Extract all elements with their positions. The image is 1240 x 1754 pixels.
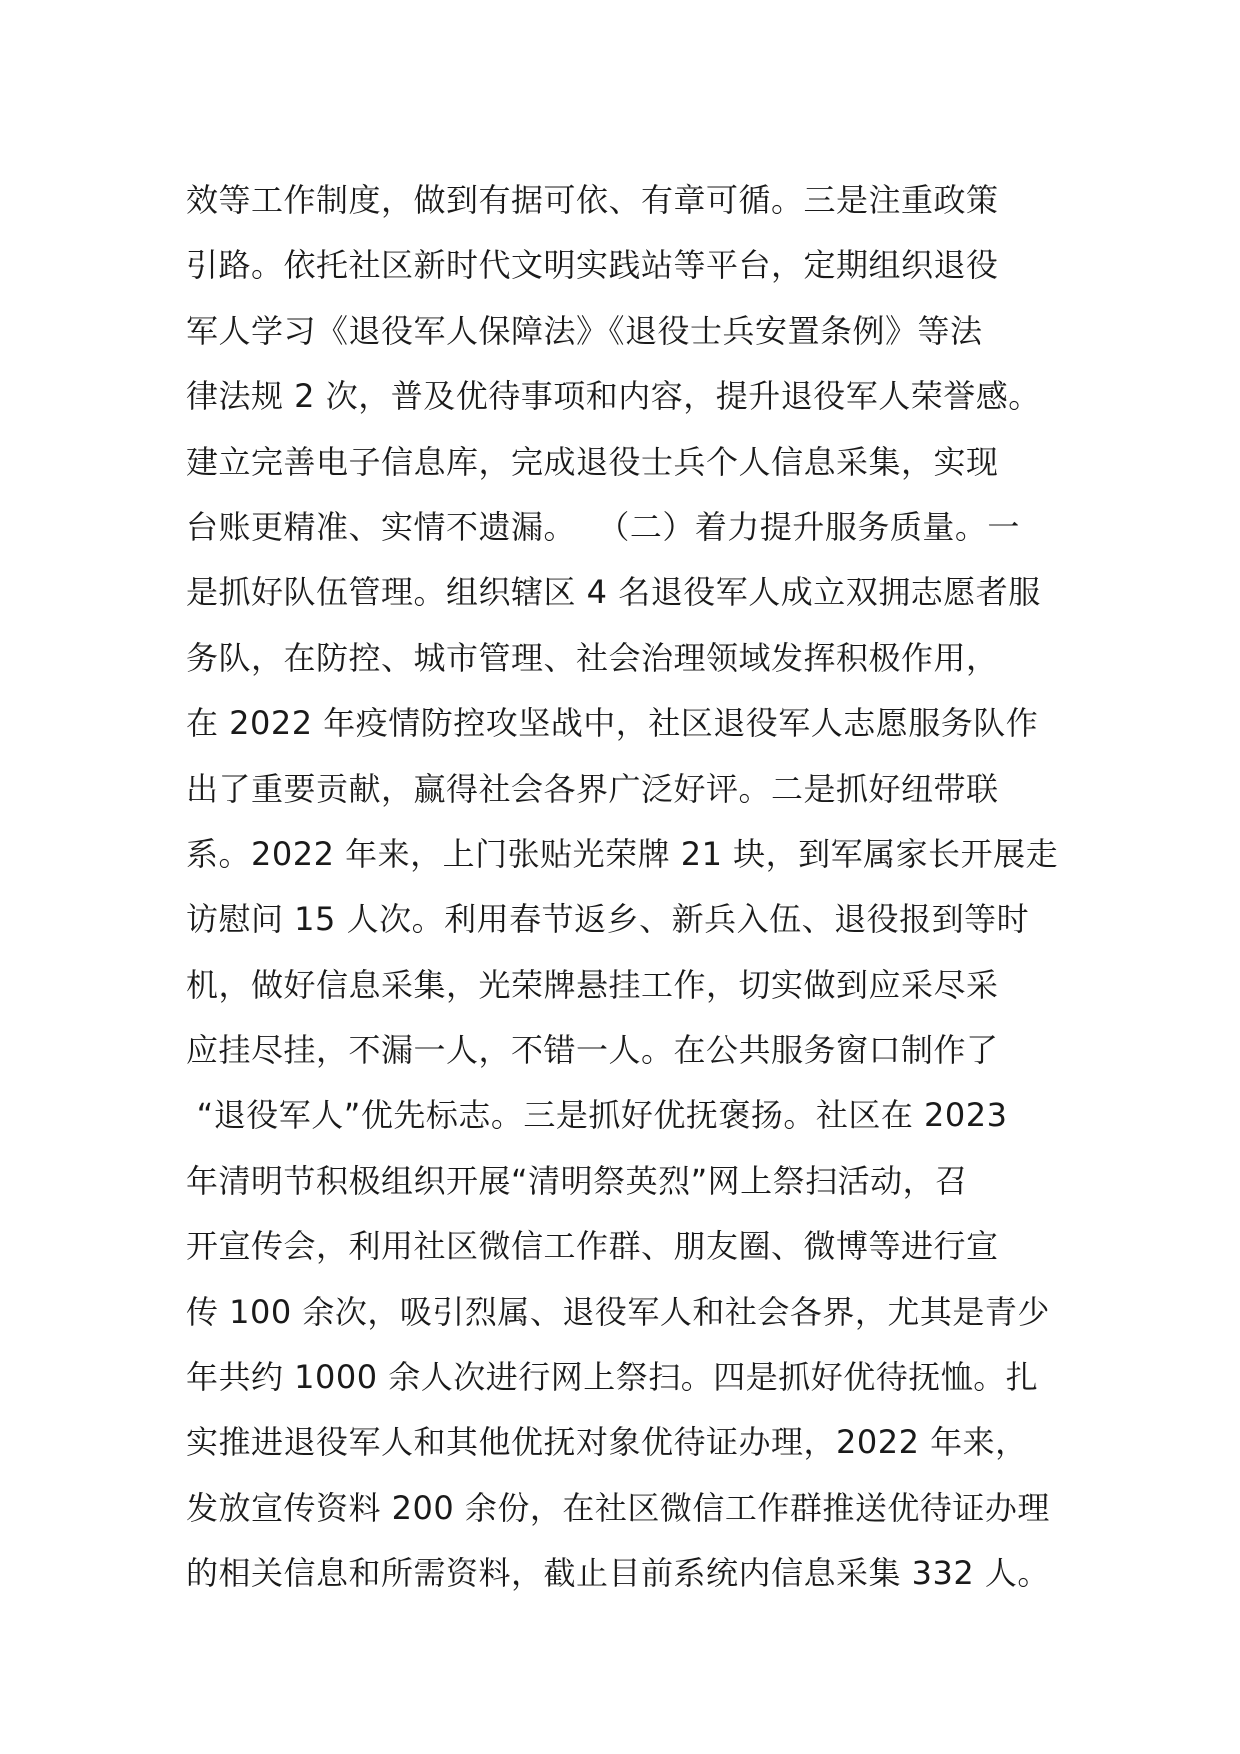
text-line: 引路。依托社区新时代文明实践站等平台，定期组织退役 bbox=[186, 246, 999, 285]
text-line: 务队，在防控、城市管理、社会治理领域发挥积极作用， bbox=[186, 638, 999, 677]
text-line: 律法规 2 次，普及优待事项和内容，提升退役军人荣誉感。 bbox=[186, 377, 1041, 416]
text-line: 效等工作制度，做到有据可依、有章可循。三是注重政策 bbox=[186, 181, 999, 219]
text-line: 访慰问 15 人次。利用春节返乡、新兵入伍、退役报到等时 bbox=[186, 900, 1030, 939]
text-line: 台账更精准、实情不遗漏。 （二）着力提升服务质量。一 bbox=[186, 507, 1020, 546]
text-line: 发放宣传资料 200 余份，在社区微信工作群推送优待证办理 bbox=[186, 1488, 1050, 1527]
text-line: 系。2022 年来，上门张贴光荣牌 21 块，到军属家长开展走 bbox=[186, 834, 1059, 873]
text-line: 开宣传会，利用社区微信工作群、朋友圈、微博等进行宣 bbox=[186, 1227, 999, 1266]
text-line: 的相关信息和所需资料，截止目前系统内信息采集 332 人。 bbox=[186, 1554, 1050, 1593]
text-line: 建立完善电子信息库，完成退役士兵个人信息采集，实现 bbox=[186, 442, 999, 481]
text-line: 应挂尽挂，不漏一人，不错一人。在公共服务窗口制作了 bbox=[186, 1031, 999, 1070]
body-text bbox=[186, 168, 1066, 1607]
text-line: 实推进退役军人和其他优抚对象优待证办理，2022 年来， bbox=[186, 1423, 1028, 1462]
text-line: 年清明节积极组织开展“清明祭英烈”网上祭扫活动，召 bbox=[186, 1161, 968, 1200]
text-line: 军人学习《退役军人保障法》《退役士兵安置条例》等法 bbox=[186, 311, 983, 350]
text-line: 年共约 1000 余人次进行网上祭扫。四是抓好优待抚恤。扎 bbox=[186, 1358, 1039, 1397]
text-line: 传 100 余次，吸引烈属、退役军人和社会各界，尤其是青少 bbox=[186, 1292, 1050, 1331]
text-line: 在 2022 年疫情防控攻坚战中，社区退役军人志愿服务队作 bbox=[186, 704, 1039, 743]
text-line: 出了重要贡献，赢得社会各界广泛好评。二是抓好纽带联 bbox=[186, 769, 999, 808]
text-line: 是抓好队伍管理。组织辖区 4 名退役军人成立双拥志愿者服 bbox=[186, 573, 1041, 612]
text-line: 机，做好信息采集，光荣牌悬挂工作，切实做到应采尽采 bbox=[186, 965, 999, 1004]
text-line: “退役军人”优先标志。三是抓好优抚褒扬。社区在 2023 bbox=[186, 1096, 1008, 1135]
